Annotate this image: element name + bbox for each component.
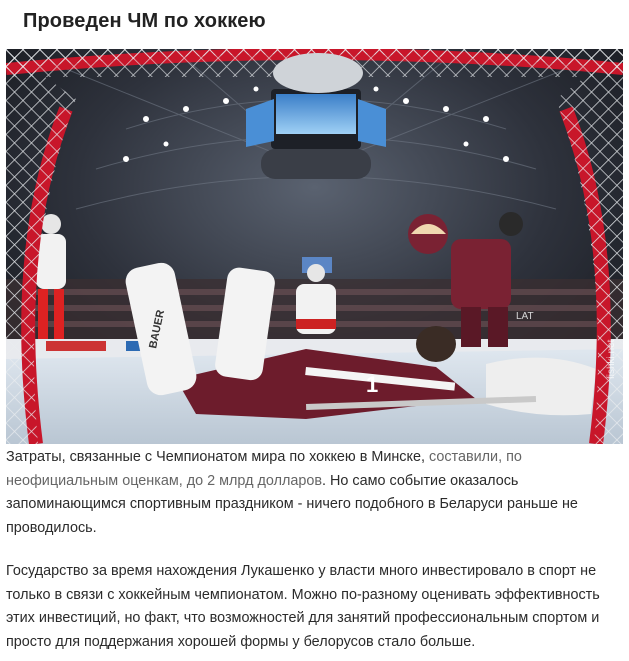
paragraph-line: запоминающимся спортивным праздником - ничего подобного в Беларуси раньше не	[6, 496, 578, 512]
paragraph-line: этих инвестиций, но факт, что возможностей для занятий профессиональным спортом и	[6, 610, 600, 626]
paragraph-line: Государство за время нахождения Лукашенко у власти много инвестировало в спорт не	[6, 563, 597, 579]
paragraph-investment	[6, 560, 623, 654]
paragraph-line: только в связи с хоккейным чемпионатом. Можно по-разному оценивать эффективность	[6, 586, 600, 603]
helmet-brand: BAUER	[147, 308, 168, 350]
goal-camera	[273, 53, 363, 93]
photo-watermark: fishki.net	[606, 339, 617, 379]
article-title: Проведен ЧМ по хоккею	[23, 10, 266, 32]
paragraph-text: . Но само событие оказалось	[322, 472, 519, 489]
paragraph-line	[6, 470, 623, 494]
source-link-continued[interactable]: неофициальным оценкам, до 2 млрд долларов	[6, 472, 323, 489]
paragraph-line: проводилось.	[6, 519, 97, 536]
photo-illustration	[6, 49, 623, 444]
flying-goalie-mask	[408, 214, 448, 254]
jersey-number: 1	[366, 372, 379, 397]
paragraph-line: просто для поддержания хорошей формы у белорусов стало больше.	[6, 633, 476, 650]
paragraph-text: Затраты, связанные с Чемпионатом мира по хоккею в Минске,	[6, 449, 429, 465]
jersey-text: LAT	[516, 311, 534, 322]
paragraph-costs	[6, 446, 623, 540]
paragraph-line	[6, 446, 623, 470]
source-link[interactable]: составили, по	[428, 449, 522, 465]
hockey-goal-photo	[6, 49, 623, 444]
